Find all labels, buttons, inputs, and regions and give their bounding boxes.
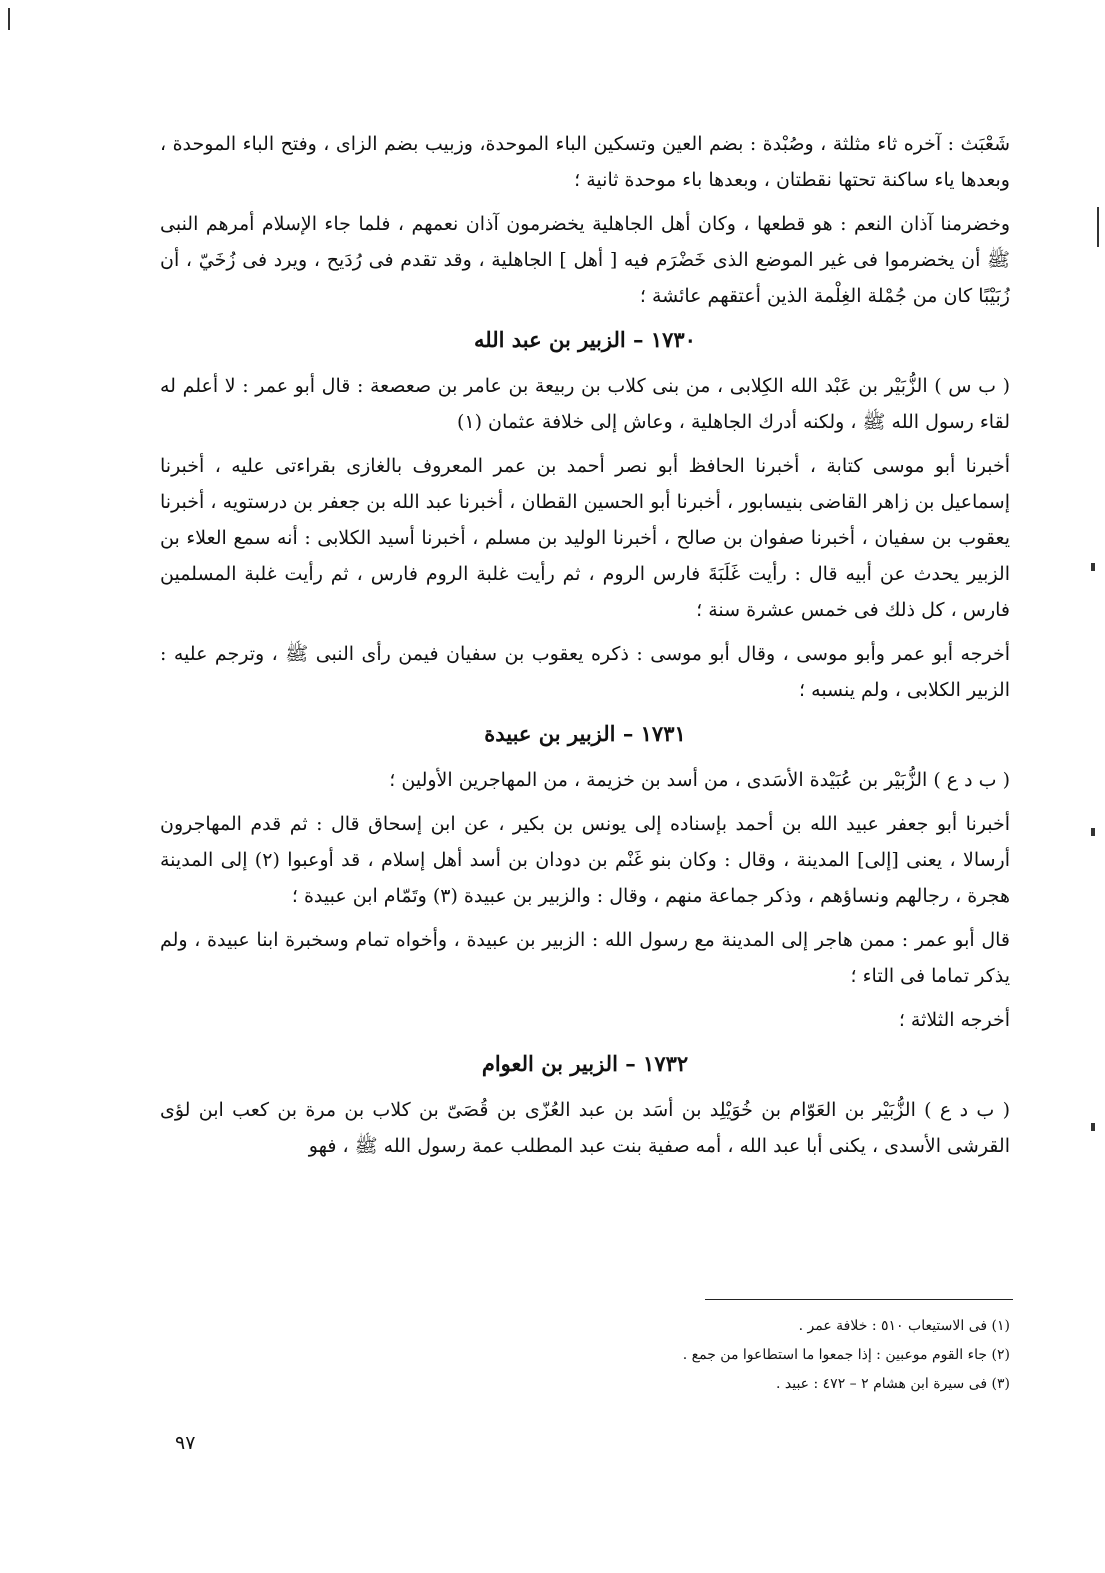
- heading-1730: ١٧٣٠ – الزبير بن عبد الله: [474, 327, 696, 352]
- paragraph-khadrama: وخضرمنا آذان النعم : هو قطعها ، وكان أهل الجاهلية يخضرمون آذان نعمهم ، فلما جاء الإسلام أمرهم النبى ﷺ أن يخضرموا فى غير الموضع الذى خَضْرَم فيه [ أهل ] الجاهلية ، وقد تقدم فى رُدَيح ، ويرد فى زُخَيّ ، أن زُبَيْبًا كان من جُمْلة الغِلْمة الذين أعتقهم عائشة ؛: [160, 213, 1010, 307]
- heading-1732: ١٧٣٢ – الزبير بن العوام: [481, 1051, 689, 1076]
- main-text: [160, 126, 1010, 1172]
- footnotes: [480, 1312, 1010, 1399]
- footnote-2: (٢) جاء القوم موعبين : إذا جمعوا ما استطاعوا من جمع .: [682, 1347, 1010, 1363]
- footnote-divider: [705, 1299, 1013, 1300]
- footnote-3: (٣) فى سيرة ابن هشام ٢ – ٤٧٢ : عبيد .: [775, 1376, 1010, 1392]
- paragraph-1731-takhrij: أخرجه الثلاثة ؛: [898, 1009, 1010, 1031]
- paragraph-1732-intro: ( ب د ع ) الزُّبَيْر بن العَوّام بن خُوَيْلِد بن أسَد بن عبد العُزّى بن قُصَىّ بن كلاب بن مرة بن كعب ابن لؤى القرشى الأسدى ، يكنى أبا عبد الله ، أمه صفية بنت عبد المطلب عمة رسول الله ﷺ ، فهو: [160, 1099, 1010, 1157]
- paragraph-1731-abu-umar: قال أبو عمر : ممن هاجر إلى المدينة مع رسول الله : الزبير بن عبيدة ، وأخواه تمام وسخبرة ابنا عبيدة ، ولم يذكر تماما فى التاء ؛: [160, 929, 1010, 987]
- heading-1731: ١٧٣١ – الزبير بن عبيدة: [484, 721, 686, 746]
- margin-mark-left: [8, 8, 10, 30]
- margin-mark-right-low: [1091, 828, 1095, 836]
- paragraph-1731-isnad: أخبرنا أبو جعفر عبيد الله بن أحمد بإسناده إلى يونس بن بكير ، عن ابن إسحاق قال : ثم قدم المهاجرون أرسالا ، يعنى [إلى] المدينة ، وقال : وكان بنو غَنْم بن دودان بن أسد أهل إسلام ، قد أوعبوا (٢) إلى المدينة هجرة ، رجالهم ونساؤهم ، وذكر جماعة منهم ، وقال : والزبير بن عبيدة (٣) وتَمّام ابن عبيدة ؛: [160, 813, 1010, 907]
- margin-mark-right-bottom: [1091, 1123, 1095, 1131]
- paragraph-1730-intro: ( ب س ) الزُّبَيْر بن عَبْد الله الكِلابى ، من بنى كلاب بن ربيعة بن عامر بن صعصعة : قال أبو عمر : لا أعلم له لقاء رسول الله ﷺ ، ولكنه أدرك الجاهلية ، وعاش إلى خلافة عثمان (١): [160, 375, 1010, 433]
- paragraph-1730-takhrij: أخرجه أبو عمر وأبو موسى ، وقال أبو موسى : ذكره يعقوب بن سفيان فيمن رأى النبى ﷺ ، وترجم عليه : الزبير الكلابى ، ولم ينسبه ؛: [160, 643, 1010, 701]
- paragraph-name-notes: شَعْبَث : آخره ثاء مثلثة ، وصُبْدة : بضم العين وتسكين الباء الموحدة، وزبيب بضم الزاى ، وفتح الباء الموحدة ، وبعدها ياء ساكنة تحتها نقطتان ، وبعدها باء موحدة ثانية ؛: [160, 133, 1010, 191]
- paragraph-1731-intro: ( ب د ع ) الزُّبَيْر بن عُبَيْدة الأسَدى ، من أسد بن خزيمة ، من المهاجرين الأولين ؛: [389, 769, 1010, 791]
- margin-mark-right-top: [1097, 207, 1099, 247]
- paragraph-1730-isnad: أخبرنا أبو موسى كتابة ، أخبرنا الحافظ أبو نصر أحمد بن عمر المعروف بالغازى بقراءتى عليه ، أخبرنا إسماعيل بن زاهر القاضى بنيسابور ، أخبرنا أبو الحسين القطان ، أخبرنا عبد الله بن جعفر بن درستويه ، أخبرنا يعقوب بن سفيان ، أخبرنا صفوان بن صالح ، أخبرنا الوليد بن مسلم ، أخبرنا أسيد الكلابى : أنه سمع العلاء بن الزبير يحدث عن أبيه قال : رأيت غَلَبَةَ فارس الروم ، ثم رأيت غلبة الروم فارس ، ثم رأيت غلبة المسلمين فارس ، كل ذلك فى خمس عشرة سنة ؛: [160, 455, 1010, 621]
- footnote-1: (١) فى الاستيعاب ٥١٠ : خلافة عمر .: [798, 1318, 1010, 1334]
- page-number: ٩٧: [175, 1432, 196, 1454]
- margin-mark-right-mid: [1091, 563, 1095, 571]
